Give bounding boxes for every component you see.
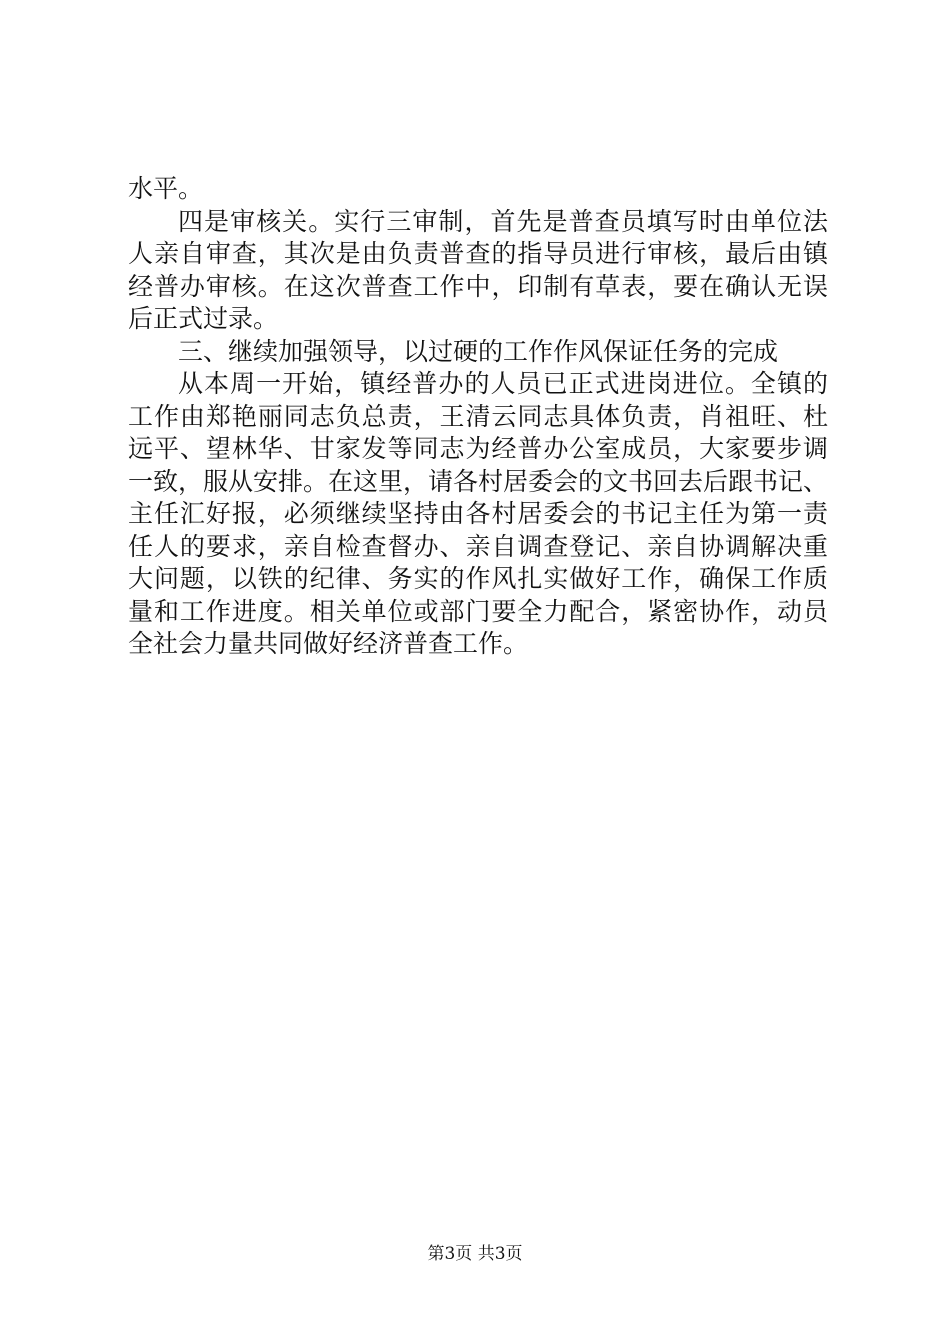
text-line: 经普办审核。在这次普查工作中，印制有草表，要在确认无误 <box>128 271 828 301</box>
text-line: 四是审核关。实行三审制，首先是普查员填写时由单位法 <box>178 206 828 236</box>
text-line: 从本周一开始，镇经普办的人员已正式进岗进位。全镇的 <box>178 369 828 398</box>
text-line: 主任汇好报，必须继续坚持由各村居委会的书记主任为第一责 <box>128 499 828 528</box>
text-line: 工作由郑艳丽同志负总责，王清云同志具体负责，肖祖旺、杜 <box>128 401 828 431</box>
text-line: 全社会力量共同做好经济普查工作。 <box>128 629 529 658</box>
text-line: 大问题，以铁的纪律、务实的作风扎实做好工作，确保工作质 <box>128 564 828 593</box>
text-line: 人亲自审查，其次是由负责普查的指导员进行审核，最后由镇 <box>128 239 828 268</box>
section-heading: 三、继续加强领导，以过硬的工作作风保证任务的完成 <box>178 336 779 366</box>
text-line: 后正式过录。 <box>128 304 279 333</box>
body-text <box>128 173 828 661</box>
page-number-footer: 第3页 共3页 <box>427 1244 523 1264</box>
text-line: 水平。 <box>128 174 204 203</box>
text-line: 任人的要求，亲自检查督办、亲自调查登记、亲自协调解决重 <box>128 531 828 561</box>
text-line: 量和工作进度。相关单位或部门要全力配合，紧密协作，动员 <box>128 596 828 626</box>
text-line: 一致，服从安排。在这里，请各村居委会的文书回去后跟书记、 <box>128 466 829 496</box>
text-line: 远平、望林华、甘家发等同志为经普办公室成员，大家要步调 <box>128 434 828 463</box>
